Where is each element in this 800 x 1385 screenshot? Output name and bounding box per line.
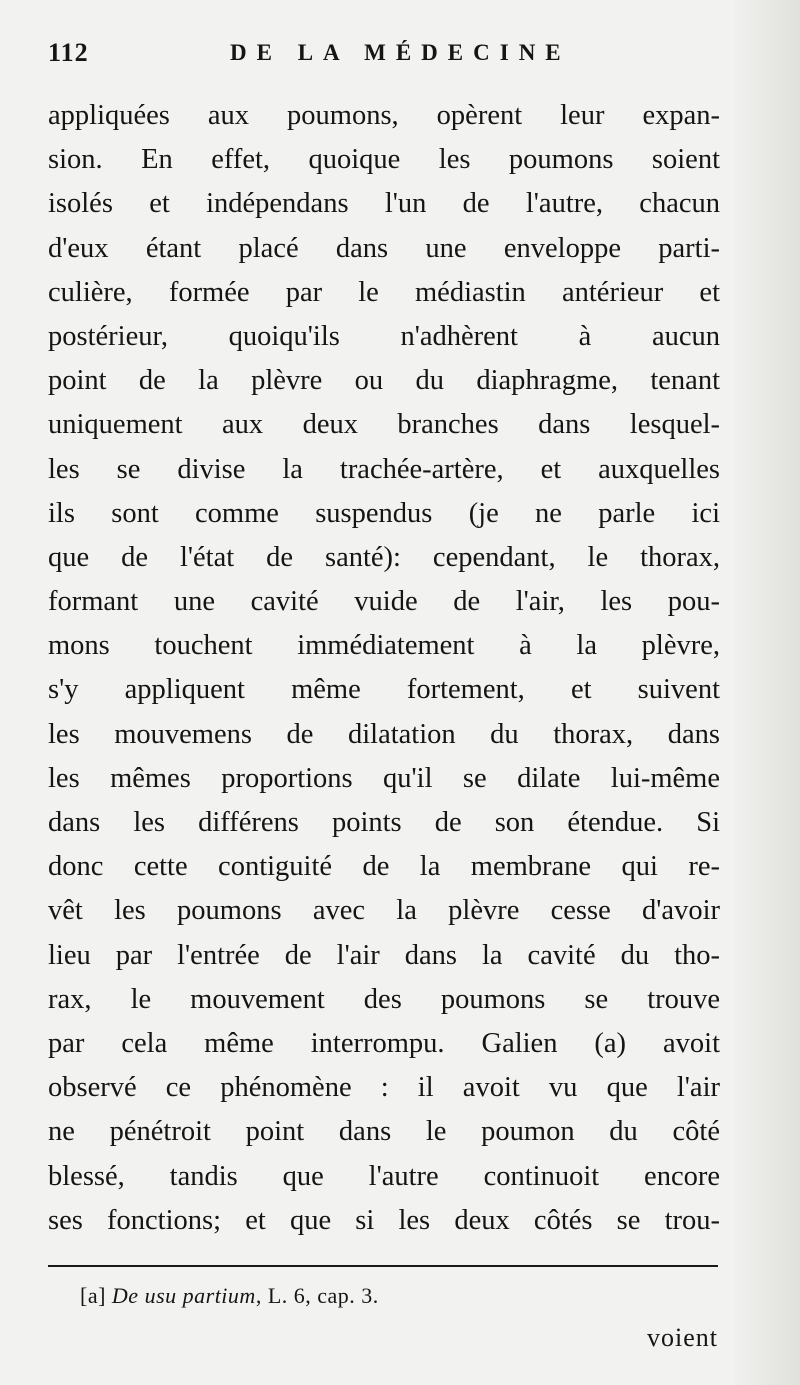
text-line: par cela même interrompu. Galien (a) avoit <box>48 1027 720 1059</box>
text-line: rax, le mouvement des poumons se trouve <box>48 983 720 1015</box>
running-head <box>48 38 720 78</box>
footnote-reference: , L. 6, cap. 3. <box>255 1282 379 1308</box>
footnote-title: De usu partium <box>111 1282 256 1308</box>
text-line: sion. En effet, quoique les poumons soient <box>48 144 720 176</box>
text-line: ses fonctions; et que si les deux côtés se trou- <box>48 1204 720 1236</box>
text-line: blessé, tandis que l'autre continuoit encore <box>48 1160 720 1192</box>
footnote <box>48 1283 720 1309</box>
footnote-marker: [a] <box>80 1282 106 1308</box>
text-line: point de la plèvre ou du diaphragme, tenant <box>48 365 720 397</box>
footnote-divider <box>48 1265 718 1267</box>
text-line: ils sont comme suspendus (je ne parle ici <box>48 497 720 529</box>
text-line: isolés et indépendans l'un de l'autre, chacun <box>48 188 720 220</box>
text-line: vêt les poumons avec la plèvre cesse d'avoir <box>48 895 720 927</box>
text-line: les mouvemens de dilatation du thorax, dans <box>48 718 720 750</box>
text-line: d'eux étant placé dans une enveloppe parti- <box>48 232 720 264</box>
text-line: lieu par l'entrée de l'air dans la cavité du tho- <box>48 939 720 971</box>
text-line: mons touchent immédiatement à la plèvre, <box>48 630 720 662</box>
text-line: dans les différens points de son étendue. Si <box>48 807 720 838</box>
text-line: s'y appliquent même fortement, et suivent <box>48 674 720 706</box>
text-line: formant une cavité vuide de l'air, les pou- <box>48 586 720 618</box>
page-edge-shadow <box>730 0 800 1385</box>
text-line: que de l'état de santé): cependant, le thorax, <box>48 541 720 573</box>
text-line: postérieur, quoiqu'ils n'adhèrent à aucun <box>48 320 720 352</box>
text-line: uniquement aux deux branches dans lesquel- <box>48 409 720 441</box>
catchword: voient <box>647 1322 718 1352</box>
text-line: observé ce phénomène : il avoit vu que l'air <box>48 1072 720 1104</box>
text-line: donc cette contiguité de la membrane qui re- <box>48 851 720 883</box>
running-title: DE LA MÉDECINE <box>230 40 571 65</box>
body-text <box>48 94 720 1243</box>
text-line: les mêmes proportions qu'il se dilate lui-même <box>48 762 720 794</box>
text-line: appliquées aux poumons, opèrent leur expan- <box>48 100 720 131</box>
page-number: 112 <box>48 38 89 67</box>
text-line: les se divise la trachée-artère, et auxquelles <box>48 453 720 485</box>
book-page <box>48 38 720 1353</box>
text-line: ne pénétroit point dans le poumon du côté <box>48 1116 720 1148</box>
text-line: culière, formée par le médiastin antérieur et <box>48 276 720 308</box>
